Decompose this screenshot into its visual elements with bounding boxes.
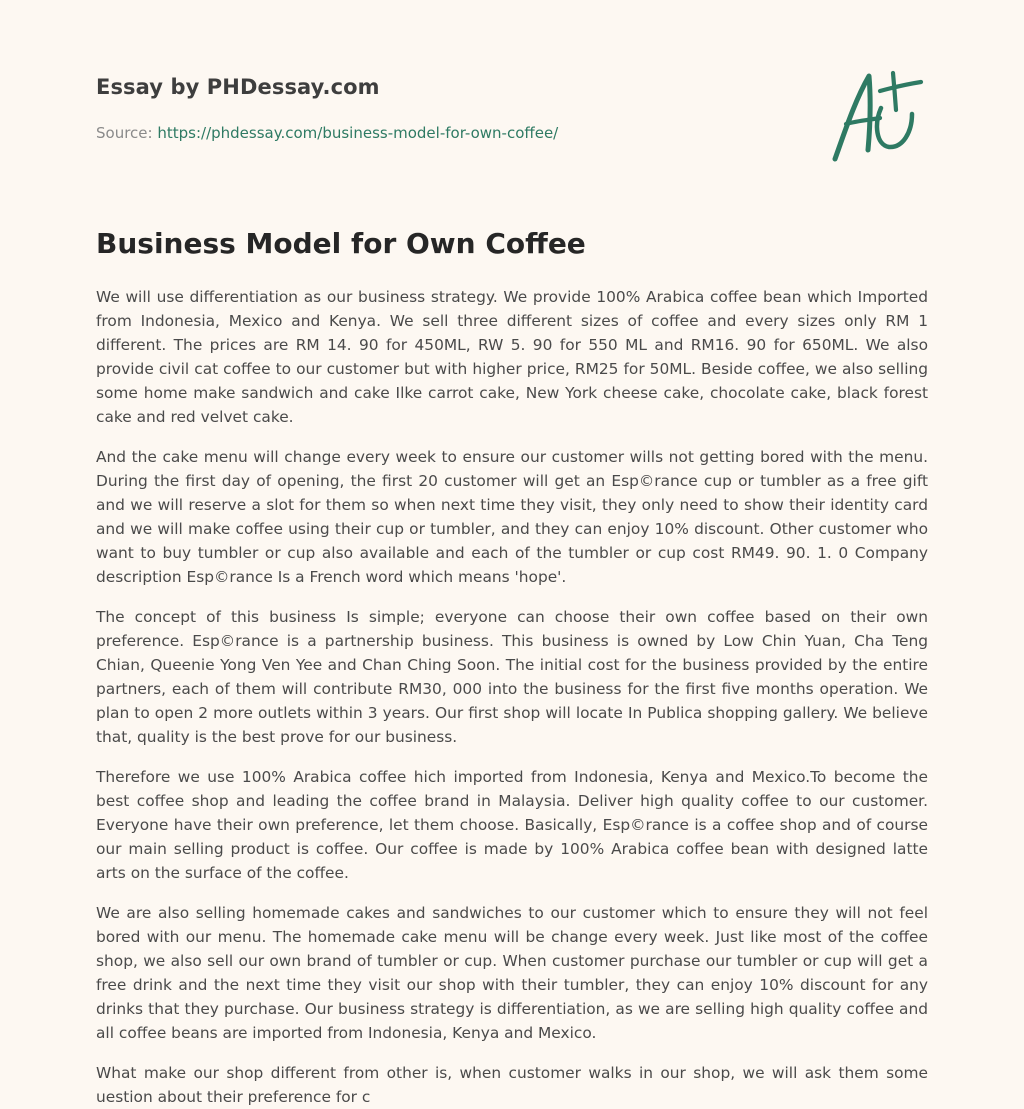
essay-title: Business Model for Own Coffee (96, 227, 586, 260)
site-header (96, 0, 928, 210)
source-label: Source: (96, 124, 153, 142)
essay-body (96, 285, 928, 1109)
source-link[interactable]: https://phdessay.com/business-model-for-own-coffee/ (157, 124, 559, 142)
essay-paragraph: We are also selling homemade cakes and sandwiches to our customer which to ensure they will not feel bored with our menu. The homemade cake menu will be change every week. Just like most of the coffee shop, we also sell our own brand of tumbler or cup. When customer purchase our tumbler or cup will get a free drink and the next time they visit our shop with their tumbler, they can enjoy 10% discount for any drinks that they purchase. Our business strategy is differentiation, as we are selling high quality coffee and all coffee beans are imported from Indonesia, Kenya and Mexico. (96, 904, 928, 1042)
source-line (96, 124, 558, 142)
essay-paragraph: What make our shop different from other is, when customer walks in our shop, we will ask them some uestion about their preference for c (96, 1064, 928, 1106)
essay-paragraph: And the cake menu will change every week to ensure our customer wills not getting bored with the menu. During the first day of opening, the first 20 customer will get an Esp©rance cup or tumbler as a free gift and we will reserve a slot for them so when next time they visit, they only need to show their identity card and we will make coffee using their cup or tumbler, and they can enjoy 10% discount. Other customer who want to buy tumbler or cup also available and each of the tumbler or cup cost RM49. 90. 1. 0 Company description Esp©rance Is a French word which means 'hope'. (96, 448, 928, 586)
a-plus-logo-icon (829, 66, 929, 166)
essay-paragraph: We will use differentiation as our business strategy. We provide 100% Arabica coffee bean which Imported from Indonesia, Mexico and Kenya. We sell three different sizes of coffee and every sizes only RM 1 different. The prices are RM 14. 90 for 450ML, RW 5. 90 for 550 ML and RM16. 90 for 650ML. We also provide civil cat coffee to our customer but with higher price, RM25 for 50ML. Beside coffee, we also selling some home make sandwich and cake Ilke carrot cake, New York cheese cake, chocolate cake, black forest cake and red velvet cake. (96, 288, 928, 426)
essay-paragraph: Therefore we use 100% Arabica coffee hich imported from Indonesia, Kenya and Mexico.To become the best coffee shop and leading the coffee brand in Malaysia. Deliver high quality coffee to our customer. Everyone have their own preference, let them choose. Basically, Esp©rance is a coffee shop and of course our main selling product is coffee. Our coffee is made by 100% Arabica coffee bean with designed latte arts on the surface of the coffee. (96, 768, 928, 882)
site-brand: Essay by PHDessay.com (96, 75, 380, 99)
essay-content (96, 226, 928, 1109)
essay-paragraph: The concept of this business Is simple; everyone can choose their own coffee based on their own preference. Esp©rance is a partnership business. This business is owned by Low Chin Yuan, Cha Teng Chian, Queenie Yong Ven Yee and Chan Ching Soon. The initial cost for the business provided by the entire partners, each of them will contribute RM30, 000 into the business for the first five months operation. We plan to open 2 more outlets within 3 years. Our first shop will locate In Publica shopping gallery. We believe that, quality is the best prove for our business. (96, 608, 928, 746)
